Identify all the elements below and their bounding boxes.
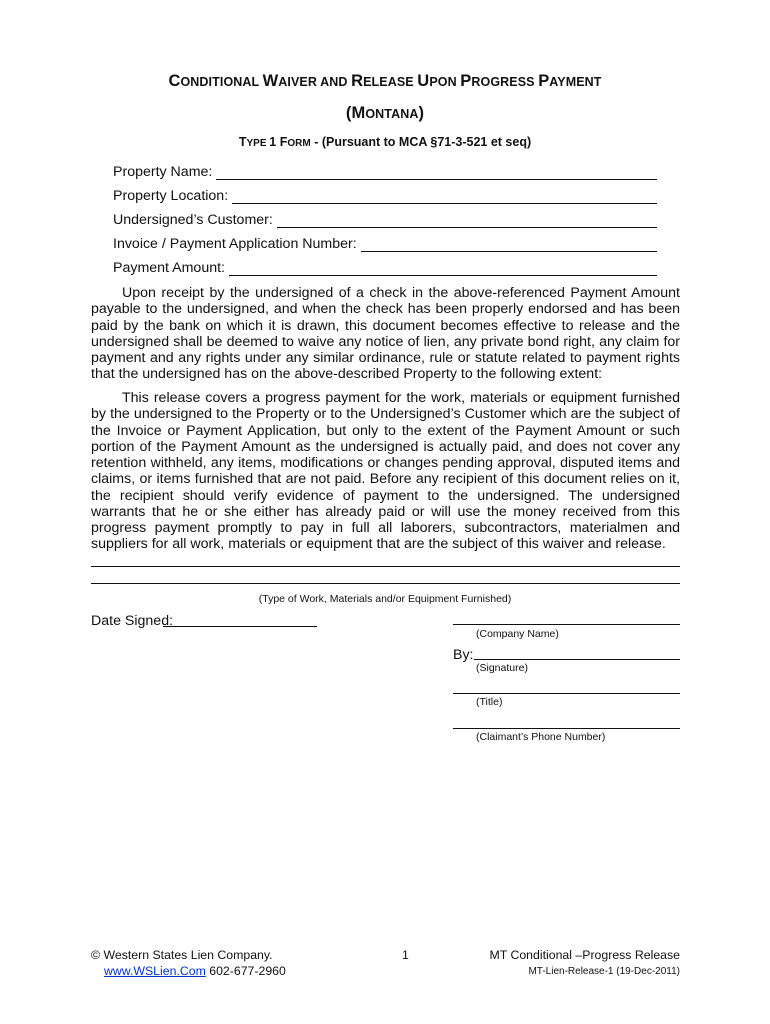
footer-contact bbox=[104, 964, 286, 978]
title-line[interactable] bbox=[453, 693, 680, 694]
company-name-line[interactable] bbox=[453, 624, 680, 625]
payment-amount-line[interactable] bbox=[229, 261, 657, 276]
property-name-line[interactable] bbox=[216, 165, 657, 180]
field-label: Invoice / Payment Application Number: bbox=[113, 236, 357, 252]
customer-line[interactable] bbox=[277, 213, 657, 228]
date-signed-line[interactable] bbox=[163, 626, 317, 627]
phone-caption: (Claimant’s Phone Number) bbox=[476, 731, 606, 743]
signature-line[interactable] bbox=[474, 659, 680, 660]
invoice-number-field[interactable] bbox=[113, 234, 657, 252]
signature-caption: (Signature) bbox=[476, 662, 528, 674]
release-paragraph-2: This release covers a progress payment for the work, materials or equipment furnished by the undersigned to the Property or to the Undersigned’s Customer which are the subject of the Invoice or Payment Application, but only to the extent of the Payment Amount or such portion of the Payment Amount as the undersigned is actually paid, and does not cover any retention withheld, any items, modifications or changes pending approval, disputed items and claims, or items furnished that are not paid. Before any recipient of this document relies on it, the recipient should verify evidence of payment to the undersigned. The undersigned warrants that he or she either has already paid or will use the money received from this progress payment promptly to pay in full all laborers, subcontractors, materialmen and suppliers for all work, materials or equipment that are the subject of this waiver and release. bbox=[91, 390, 680, 553]
footer-form-id: MT-Lien-Release-1 (19-Dec-2011) bbox=[528, 966, 680, 977]
date-signed-label: Date Signed: bbox=[91, 613, 174, 629]
work-caption: (Type of Work, Materials and/or Equipment Furnished) bbox=[258, 593, 512, 605]
field-label: Property Location: bbox=[113, 188, 229, 204]
form-type-subtitle: TYPE 1 FORM - (Pursuant to MCA §71-3-521 et seq) bbox=[238, 135, 532, 149]
field-label: Undersigned’s Customer: bbox=[113, 212, 273, 228]
document-title: CONDITIONAL WAIVER AND RELEASE UPON PROGRESS PAYMENT bbox=[168, 72, 602, 90]
by-label: By: bbox=[453, 647, 474, 663]
field-label: Property Name: bbox=[113, 164, 213, 180]
property-location-field[interactable] bbox=[113, 186, 657, 204]
footer-phone: 602-677-2960 bbox=[209, 964, 286, 978]
payment-amount-field[interactable] bbox=[113, 258, 657, 276]
field-label: Payment Amount: bbox=[113, 260, 225, 276]
company-name-caption: (Company Name) bbox=[476, 628, 559, 640]
property-location-line[interactable] bbox=[232, 189, 657, 204]
page-number: 1 bbox=[402, 948, 409, 962]
document-state: (MONTANA) bbox=[345, 104, 425, 122]
website-link[interactable]: www.WSLien.Com bbox=[104, 964, 206, 978]
release-paragraph-1: Upon receipt by the undersigned of a check in the above-referenced Payment Amount payable to the undersigned, and when the check has been properly endorsed and has been paid by the bank on which it is drawn, this document becomes effective to release and the undersigned shall be deemed to waive any notice of lien, any private bond right, any claim for payment and any rights under any similar ordinance, rule or statute related to payment rights that the undersigned has on the above-described Property to the following extent: bbox=[91, 285, 680, 383]
title-caption: (Title) bbox=[476, 696, 503, 708]
footer-copyright: © Western States Lien Company. bbox=[91, 948, 273, 962]
customer-field[interactable] bbox=[113, 210, 657, 228]
work-description-line-1[interactable] bbox=[91, 566, 680, 567]
footer-form-name: MT Conditional –Progress Release bbox=[489, 948, 680, 962]
invoice-number-line[interactable] bbox=[361, 237, 657, 252]
property-name-field[interactable] bbox=[113, 162, 657, 180]
work-description-line-2[interactable] bbox=[91, 583, 680, 584]
phone-line[interactable] bbox=[453, 728, 680, 729]
